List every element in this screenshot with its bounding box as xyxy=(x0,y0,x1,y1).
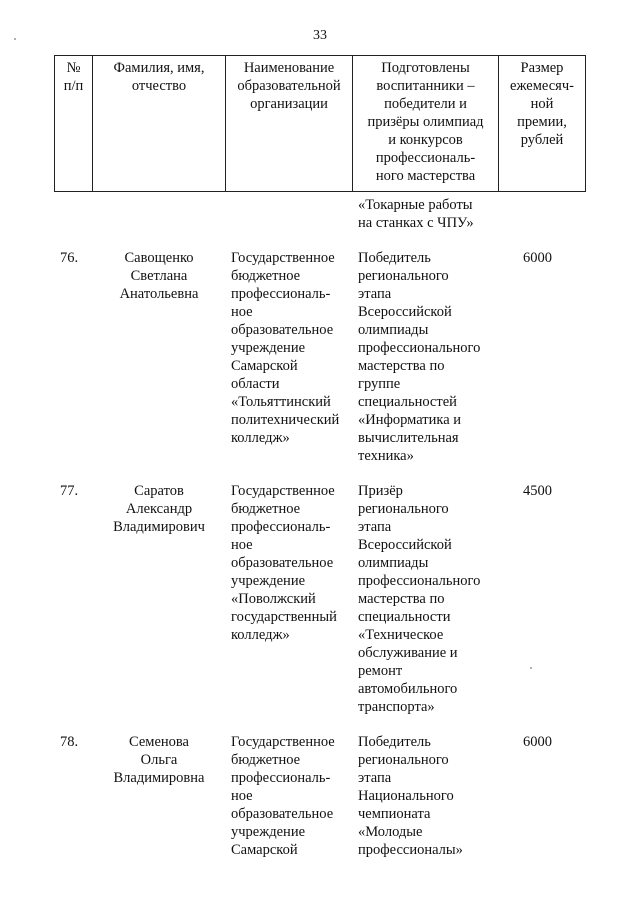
header-organization: Наименование образовательной организации xyxy=(237,60,341,112)
row-name: Саратов Александр Владимирович xyxy=(113,483,205,535)
row-amount: 6000 xyxy=(523,250,552,266)
row-achievement: Победитель регионального этапа Национального чемпионата «Молодые профессионалы» xyxy=(358,734,463,858)
row-organization: Государственное бюджетное профессиональ- ное образовательное учреждение Самарской xyxy=(231,734,335,858)
row-number: 76. xyxy=(60,250,79,266)
row-amount: 4500 xyxy=(523,483,552,499)
row-organization: Государственное бюджетное профессиональ- ное образовательное учреждение Самарской области «Тольяттинский политехнический колледж» xyxy=(231,250,340,446)
row-achievement: Победитель регионального этапа Всероссийской олимпиады профессионального мастерства по группе специальностей «Информатика и вычислительная техника» xyxy=(358,250,481,464)
continuation-text: «Токарные работы на станках с ЧПУ» xyxy=(358,197,474,231)
row-number: 77. xyxy=(60,483,79,499)
scan-speck xyxy=(14,38,16,40)
row-amount: 6000 xyxy=(523,734,552,750)
header-number: № п/п xyxy=(63,60,84,94)
header-amount: Размер ежемесяч- ной премии, рублей xyxy=(510,60,574,148)
row-name: Семенова Ольга Владимировна xyxy=(113,734,205,786)
row-number: 78. xyxy=(60,734,79,750)
scan-speck xyxy=(530,667,532,669)
header-name: Фамилия, имя, отчество xyxy=(113,60,205,94)
row-name: Савощенко Светлана Анатольевна xyxy=(119,250,199,302)
row-organization: Государственное бюджетное профессиональ- ное образовательное учреждение «Поволжский государственный колледж» xyxy=(231,483,337,643)
header-achievement: Подготовлены воспитанники – победители и призёры олимпиад и конкурсов профессиональ- ного мастерства xyxy=(367,60,484,184)
page-number: 33 xyxy=(313,28,327,43)
row-achievement: Призёр регионального этапа Всероссийской олимпиады профессионального мастерства по специальности «Техническое обслуживание и ремонт автомобильного транспорта» xyxy=(358,483,481,715)
